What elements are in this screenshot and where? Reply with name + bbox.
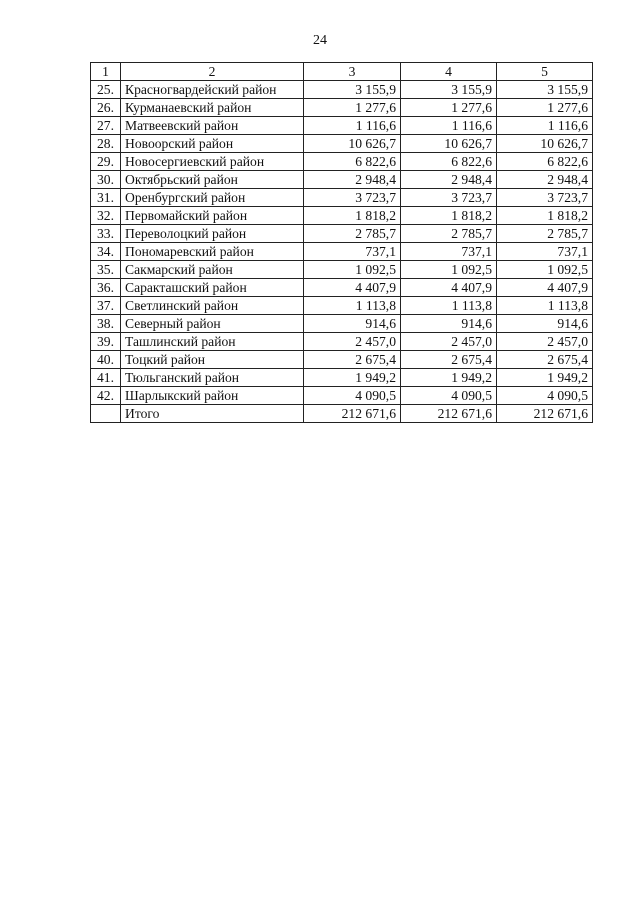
total-column-5-cell: 212 671,6 [497,405,593,423]
column-5-value-cell: 2 948,4 [497,171,593,189]
district-name-cell: Курманаевский район [121,99,304,117]
total-empty-cell [91,405,121,423]
table-body [91,63,593,423]
district-name-cell: Красногвардейский район [121,81,304,99]
district-name-cell: Ташлинский район [121,333,304,351]
column-3-value-cell: 4 090,5 [304,387,401,405]
table-row [91,315,593,333]
column-4-value-cell: 1 949,2 [401,369,497,387]
table-row [91,207,593,225]
column-3-value-cell: 1 113,8 [304,297,401,315]
district-name-cell: Северный район [121,315,304,333]
column-4-value-cell: 1 277,6 [401,99,497,117]
table-header-row [91,63,593,81]
column-5-value-cell: 3 155,9 [497,81,593,99]
column-4-value-cell: 2 948,4 [401,171,497,189]
column-3-value-cell: 2 457,0 [304,333,401,351]
column-3-value-cell: 3 155,9 [304,81,401,99]
column-3-value-cell: 4 407,9 [304,279,401,297]
district-name-cell: Тоцкий район [121,351,304,369]
total-column-3-cell: 212 671,6 [304,405,401,423]
row-number-cell: 33. [91,225,121,243]
column-5-value-cell: 1 092,5 [497,261,593,279]
column-5-value-cell: 4 090,5 [497,387,593,405]
district-name-cell: Тюльганский район [121,369,304,387]
row-number-cell: 26. [91,99,121,117]
row-number-cell: 39. [91,333,121,351]
row-number-cell: 25. [91,81,121,99]
column-4-value-cell: 3 155,9 [401,81,497,99]
district-name-cell: Шарлыкский район [121,387,304,405]
column-4-value-cell: 4 407,9 [401,279,497,297]
column-5-value-cell: 6 822,6 [497,153,593,171]
header-cell-1: 1 [91,63,121,81]
total-label-cell: Итого [121,405,304,423]
row-number-cell: 31. [91,189,121,207]
column-5-value-cell: 1 116,6 [497,117,593,135]
district-name-cell: Пономаревский район [121,243,304,261]
column-5-value-cell: 2 675,4 [497,351,593,369]
district-name-cell: Матвеевский район [121,117,304,135]
data-table [90,62,593,423]
district-name-cell: Новоорский район [121,135,304,153]
row-number-cell: 40. [91,351,121,369]
table-row [91,261,593,279]
column-3-value-cell: 6 822,6 [304,153,401,171]
district-name-cell: Светлинский район [121,297,304,315]
column-5-value-cell: 3 723,7 [497,189,593,207]
table-row [91,153,593,171]
table-row [91,369,593,387]
district-name-cell: Новосергиевский район [121,153,304,171]
table-row [91,225,593,243]
table-row [91,297,593,315]
table-row [91,171,593,189]
column-5-value-cell: 1 113,8 [497,297,593,315]
column-3-value-cell: 2 675,4 [304,351,401,369]
row-number-cell: 28. [91,135,121,153]
column-5-value-cell: 1 949,2 [497,369,593,387]
table-row [91,135,593,153]
column-3-value-cell: 10 626,7 [304,135,401,153]
row-number-cell: 35. [91,261,121,279]
header-cell-2: 2 [121,63,304,81]
column-4-value-cell: 1 116,6 [401,117,497,135]
row-number-cell: 41. [91,369,121,387]
row-number-cell: 37. [91,297,121,315]
table-row [91,351,593,369]
district-name-cell: Октябрьский район [121,171,304,189]
district-name-cell: Первомайский район [121,207,304,225]
page-number: 24 [313,33,327,48]
column-5-value-cell: 1 277,6 [497,99,593,117]
column-4-value-cell: 6 822,6 [401,153,497,171]
column-5-value-cell: 10 626,7 [497,135,593,153]
row-number-cell: 38. [91,315,121,333]
table-row [91,279,593,297]
column-4-value-cell: 914,6 [401,315,497,333]
table-row [91,333,593,351]
table-row [91,99,593,117]
column-5-value-cell: 4 407,9 [497,279,593,297]
column-3-value-cell: 3 723,7 [304,189,401,207]
total-row [91,405,593,423]
column-4-value-cell: 4 090,5 [401,387,497,405]
header-cell-5: 5 [497,63,593,81]
column-3-value-cell: 914,6 [304,315,401,333]
column-4-value-cell: 737,1 [401,243,497,261]
column-3-value-cell: 1 116,6 [304,117,401,135]
column-4-value-cell: 2 457,0 [401,333,497,351]
table-row [91,117,593,135]
row-number-cell: 29. [91,153,121,171]
column-5-value-cell: 737,1 [497,243,593,261]
column-3-value-cell: 1 092,5 [304,261,401,279]
district-name-cell: Сакмарский район [121,261,304,279]
row-number-cell: 36. [91,279,121,297]
district-name-cell: Переволоцкий район [121,225,304,243]
row-number-cell: 34. [91,243,121,261]
table-row [91,243,593,261]
row-number-cell: 42. [91,387,121,405]
column-4-value-cell: 3 723,7 [401,189,497,207]
table-row [91,81,593,99]
table-row [91,387,593,405]
total-column-4-cell: 212 671,6 [401,405,497,423]
district-name-cell: Оренбургский район [121,189,304,207]
column-4-value-cell: 2 675,4 [401,351,497,369]
column-5-value-cell: 2 457,0 [497,333,593,351]
header-cell-3: 3 [304,63,401,81]
column-3-value-cell: 2 948,4 [304,171,401,189]
header-cell-4: 4 [401,63,497,81]
column-3-value-cell: 1 949,2 [304,369,401,387]
row-number-cell: 32. [91,207,121,225]
column-3-value-cell: 2 785,7 [304,225,401,243]
column-5-value-cell: 914,6 [497,315,593,333]
row-number-cell: 30. [91,171,121,189]
column-4-value-cell: 1 113,8 [401,297,497,315]
column-4-value-cell: 2 785,7 [401,225,497,243]
column-3-value-cell: 1 818,2 [304,207,401,225]
row-number-cell: 27. [91,117,121,135]
column-3-value-cell: 737,1 [304,243,401,261]
district-name-cell: Саракташский район [121,279,304,297]
column-4-value-cell: 1 818,2 [401,207,497,225]
column-3-value-cell: 1 277,6 [304,99,401,117]
column-5-value-cell: 2 785,7 [497,225,593,243]
column-5-value-cell: 1 818,2 [497,207,593,225]
column-4-value-cell: 10 626,7 [401,135,497,153]
table-row [91,189,593,207]
column-4-value-cell: 1 092,5 [401,261,497,279]
